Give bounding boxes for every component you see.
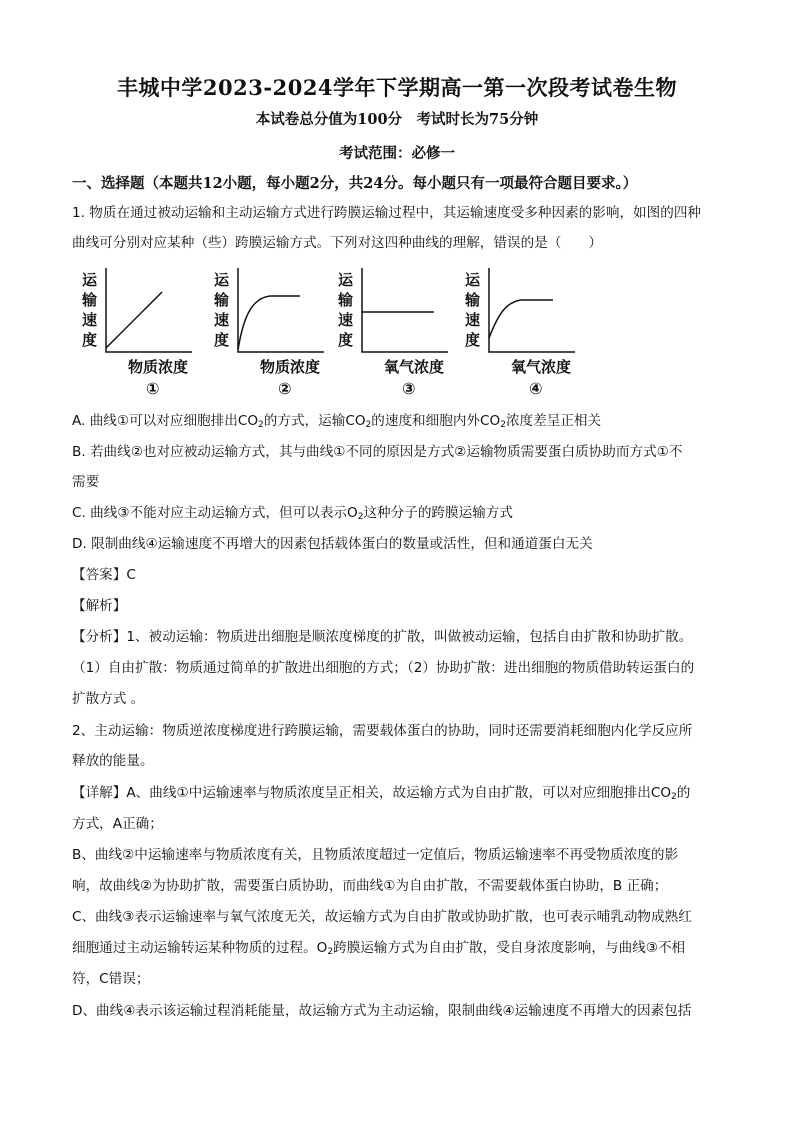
ylabel-char: 速 <box>214 311 230 329</box>
graph-xlabel: 物质浓度 <box>128 358 189 376</box>
graph-axes-saturating <box>204 262 329 358</box>
option-a-text: 的速度和细胞内外CO <box>371 413 501 429</box>
fenxi-tag: 【分析】 <box>72 629 127 645</box>
option-b-line2: 需要 <box>72 474 100 490</box>
option-d: D. 限制曲线④运输速度不再增大的因素包括载体蛋白的数量或活性，但和通道蛋白无关 <box>72 536 593 552</box>
question-stem-line2: 曲线可分别对应某种（些）跨膜运输方式。下列对这四种曲线的理解，错误的是（ ） <box>72 235 603 251</box>
graph-2 <box>204 262 324 412</box>
ylabel-char: 速 <box>338 311 354 329</box>
fenxi-line5: 释放的能量。 <box>72 753 154 769</box>
analysis-tag: 【解析】 <box>72 598 127 614</box>
section-heading: 一、选择题（本题共12小题，每小题2分，共24分。每小题只有一项最符合题目要求。） <box>72 175 638 192</box>
option-a-text: A. 曲线①可以对应细胞排出CO <box>72 413 259 429</box>
xiangjie-line8: D、曲线④表示该运输过程消耗能量，故运输方式为主动运输，限制曲线④运输速度不再增大的因素包括 <box>72 1003 692 1019</box>
ylabel-char: 运 <box>214 271 230 289</box>
xiangjie-line7: 符，C错误； <box>72 971 150 987</box>
answer-tag: 【答案】 <box>72 567 127 583</box>
ylabel-char: 运 <box>82 271 98 289</box>
graph-number: ① <box>146 379 160 398</box>
ylabel-char: 速 <box>465 311 481 329</box>
option-c-text: 这种分子的跨膜运输方式 <box>363 505 513 521</box>
page-title: 丰城中学2023-2024学年下学期高一第一次段考试卷生物 <box>116 75 678 100</box>
ylabel-char: 输 <box>214 291 230 309</box>
answer-line <box>72 565 136 585</box>
option-a-text: 的方式，运输CO <box>263 413 366 429</box>
xiangjie-line5: C、曲线③表示运输速率与氧气浓度无关，故运输方式为自由扩散或协助扩散，也可表示哺乳动物成熟红 <box>72 909 692 925</box>
graph-number: ② <box>278 379 292 398</box>
fenxi-text: 1、被动运输：物质进出细胞是顺浓度梯度的扩散，叫做被动运输，包括自由扩散和协助扩散。 <box>126 629 693 645</box>
graph-number: ③ <box>402 379 416 398</box>
xiangjie-text: 跨膜运输方式为自由扩散，受自身浓度影响，与曲线③不相 <box>333 940 686 956</box>
ylabel-char: 度 <box>338 331 354 349</box>
xiangjie-text: 细胞通过主动运输转运某种物质的过程。O <box>72 940 328 956</box>
ylabel-char: 运 <box>338 271 354 289</box>
subscript: 2 <box>357 512 364 522</box>
ylabel-char: 度 <box>214 331 230 349</box>
graph-axes-linear <box>72 262 197 358</box>
fenxi-line2: （1）自由扩散：物质通过简单的扩散进出细胞的方式；（2）协助扩散：进出细胞的物质借助转运蛋白的 <box>72 660 695 676</box>
option-a <box>72 411 601 435</box>
ylabel-char: 度 <box>82 331 98 349</box>
fenxi-line1 <box>72 627 692 647</box>
xiangjie-tag: 【详解】 <box>72 785 127 801</box>
graph-3 <box>328 262 448 412</box>
subscript: 2 <box>258 420 264 430</box>
graph-xlabel: 氧气浓度 <box>511 358 572 376</box>
graph-4 <box>455 262 575 412</box>
graph-xlabel: 物质浓度 <box>260 358 321 376</box>
xiangjie-line6 <box>72 938 685 962</box>
graph-axes-flat <box>328 262 453 358</box>
graph-number: ④ <box>529 379 543 398</box>
question-stem-line1: 1. 物质在通过被动运输和主动运输方式进行跨膜运输过程中，其运输速度受多种因素的影响，如图的四种 <box>72 205 702 221</box>
exam-info: 本试卷总分值为100分 考试时长为75分钟 <box>255 111 539 128</box>
subscript: 2 <box>671 792 677 802</box>
answer-value: C <box>126 567 136 583</box>
xiangjie-line3: B、曲线②中运输速率与物质浓度有关，且物质浓度超过一定值后，物质运输速率不再受物质浓度的影 <box>72 847 679 863</box>
subscript: 2 <box>327 947 334 957</box>
graph-xlabel: 氧气浓度 <box>384 358 445 376</box>
subscript: 2 <box>365 420 372 430</box>
xiangjie-line2: 方式，A正确； <box>72 816 163 832</box>
subscript: 2 <box>500 420 506 430</box>
fenxi-line3: 扩散方式 。 <box>72 691 145 707</box>
ylabel-char: 输 <box>82 291 98 309</box>
graph-axes-saturating <box>455 262 580 358</box>
exam-scope: 考试范围：必修一 <box>339 145 455 162</box>
xiangjie-line1 <box>72 783 690 807</box>
option-b-line1: B. 若曲线②也对应被动运输方式，其与曲线①不同的原因是方式②运输物质需要蛋白质协助而方式①不 <box>72 444 683 460</box>
xiangjie-text: A、曲线①中运输速率与物质浓度呈正相关，故运输方式为自由扩散，可以对应细胞排出CO <box>126 785 672 801</box>
ylabel-char: 度 <box>465 331 481 349</box>
fenxi-line4: 2、主动运输：物质逆浓度梯度进行跨膜运输，需要载体蛋白的协助，同时还需要消耗细胞内化学反应所 <box>72 723 693 739</box>
option-c <box>72 503 513 527</box>
graph-1 <box>72 262 192 412</box>
ylabel-char: 输 <box>465 291 481 309</box>
figure-curves <box>72 262 592 412</box>
ylabel-char: 输 <box>338 291 354 309</box>
xiangjie-text: 的 <box>676 785 691 801</box>
xiangjie-line4: 响，故曲线②为协助扩散，需要蛋白质协助，而曲线①为自由扩散，不需要载体蛋白协助，B 正确； <box>72 878 668 894</box>
option-c-text: C. 曲线③不能对应主动运输方式，但可以表示O <box>72 505 358 521</box>
ylabel-char: 速 <box>82 311 98 329</box>
ylabel-char: 运 <box>465 271 481 289</box>
option-a-text: 浓度差呈正相关 <box>505 413 602 429</box>
